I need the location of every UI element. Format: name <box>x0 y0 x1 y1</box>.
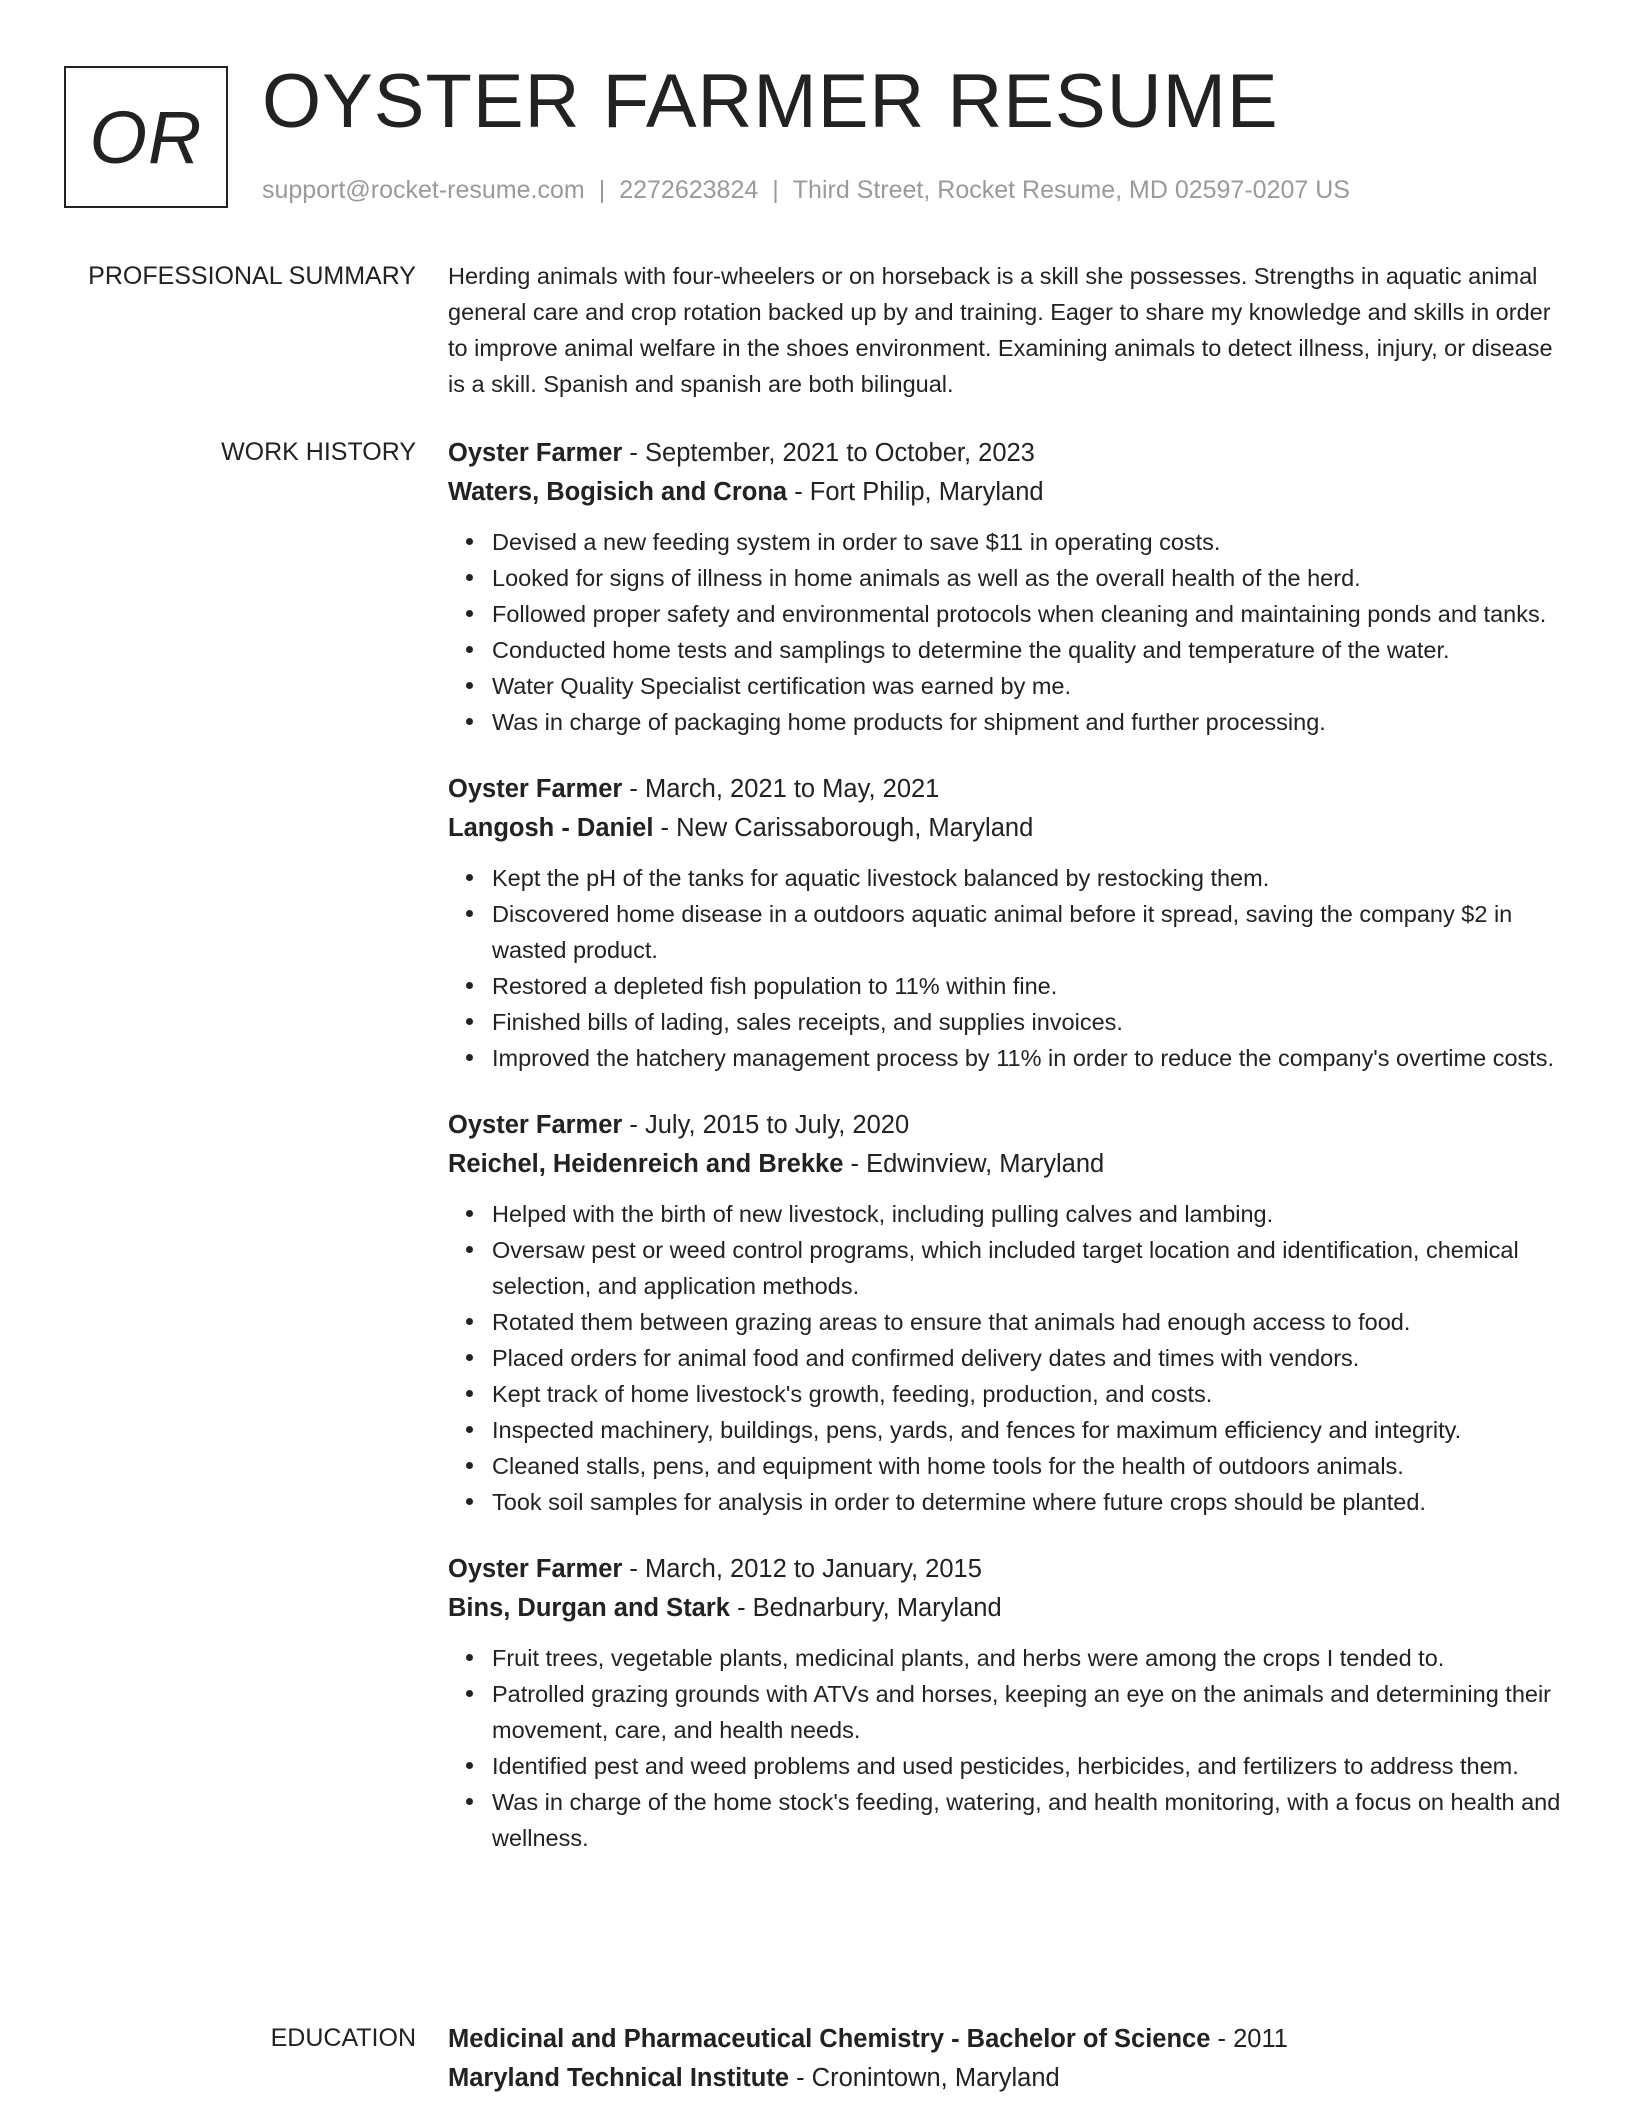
job-bullet: Placed orders for animal food and confirmed delivery dates and times with vendors. <box>492 1340 1566 1376</box>
job-bullet: Identified pest and weed problems and used pesticides, herbicides, and fertilizers to address them. <box>492 1748 1566 1784</box>
job-company-line <box>448 1589 1566 1628</box>
job-bullet: Fruit trees, vegetable plants, medicinal plants, and herbs were among the crops I tended to. <box>492 1640 1566 1676</box>
education-school: Maryland Technical Institute <box>448 2064 790 2092</box>
job-entry <box>448 434 1566 740</box>
job-bullet: Followed proper safety and environmental protocols when cleaning and maintaining ponds and tanks. <box>492 596 1566 632</box>
job-bullet-list <box>448 1196 1566 1520</box>
summary-body <box>448 258 1566 402</box>
section-label: WORK HISTORY <box>221 438 416 466</box>
job-bullet-list <box>448 1640 1566 1856</box>
job-title-line <box>448 434 1566 473</box>
education-body <box>448 2020 1566 2098</box>
section-label: PROFESSIONAL SUMMARY <box>88 262 416 290</box>
summary-text: Herding animals with four-wheelers or on horseback is a skill she possesses. Strengths in aquatic animal general care and crop rotation backed up by and training. Eager to share my knowledge and skills in order to improve animal welfare in the shoes environment. Examining animals to detect illness, injury, or disease is a skill. Spanish and spanish are both bilingual. <box>448 263 1553 397</box>
job-bullet: Conducted home tests and samplings to determine the quality and temperature of the water. <box>492 632 1566 668</box>
job-bullet: Oversaw pest or weed control programs, which included target location and identification, chemical selection, and application methods. <box>492 1232 1566 1304</box>
job-entry <box>448 1550 1566 1856</box>
resume-title: OYSTER FARMER RESUME <box>262 59 1279 144</box>
job-location: - Bednarbury, Maryland <box>729 1594 1002 1622</box>
education-degree-line <box>448 2020 1566 2059</box>
job-location: - New Carissaborough, Maryland <box>653 814 1034 842</box>
job-bullet: Inspected machinery, buildings, pens, yards, and fences for maximum efficiency and integrity. <box>492 1412 1566 1448</box>
education-year: - 2011 <box>1210 2025 1288 2053</box>
work-history-body <box>448 434 1566 1886</box>
contact-email[interactable]: support@rocket-resume.com <box>262 176 585 204</box>
job-bullet: Was in charge of packaging home products for shipment and further processing. <box>492 704 1566 740</box>
job-dates: - March, 2012 to January, 2015 <box>622 1555 982 1583</box>
education-location: - Cronintown, Maryland <box>789 2064 1060 2092</box>
job-bullet: Devised a new feeding system in order to save $11 in operating costs. <box>492 524 1566 560</box>
job-bullet: Kept the pH of the tanks for aquatic livestock balanced by restocking them. <box>492 860 1566 896</box>
job-title: Oyster Farmer <box>448 775 623 803</box>
job-company: Reichel, Heidenreich and Brekke <box>448 1150 844 1178</box>
job-bullet-list <box>448 524 1566 740</box>
job-dates: - March, 2021 to May, 2021 <box>622 775 940 803</box>
job-title: Oyster Farmer <box>448 439 623 467</box>
job-company: Bins, Durgan and Stark <box>448 1594 730 1622</box>
job-bullet: Discovered home disease in a outdoors aquatic animal before it spread, saving the company $2 in wasted product. <box>492 896 1566 968</box>
section-label: EDUCATION <box>270 2024 416 2052</box>
job-bullet: Water Quality Specialist certification was earned by me. <box>492 668 1566 704</box>
job-bullet: Finished bills of lading, sales receipts, and supplies invoices. <box>492 1004 1566 1040</box>
job-company-line <box>448 473 1566 512</box>
job-location: - Fort Philip, Maryland <box>787 478 1044 506</box>
job-bullet: Improved the hatchery management process by 11% in order to reduce the company's overtime costs. <box>492 1040 1566 1076</box>
job-title-line <box>448 1106 1566 1145</box>
education-degree: Medicinal and Pharmaceutical Chemistry - Bachelor of Science <box>448 2025 1211 2053</box>
monogram-badge: OR <box>64 66 228 208</box>
contact-phone[interactable]: 2272623824 <box>619 176 759 204</box>
job-bullet: Restored a depleted fish population to 11% within fine. <box>492 968 1566 1004</box>
job-entry <box>448 1106 1566 1520</box>
job-dates: - September, 2021 to October, 2023 <box>622 439 1035 467</box>
job-company-line <box>448 1145 1566 1184</box>
job-bullet: Looked for signs of illness in home animals as well as the overall health of the herd. <box>492 560 1566 596</box>
job-bullet: Was in charge of the home stock's feeding, watering, and health monitoring, with a focus on health and wellness. <box>492 1784 1566 1856</box>
job-company: Waters, Bogisich and Crona <box>448 478 788 506</box>
job-bullet-list <box>448 860 1566 1076</box>
job-company: Langosh - Daniel <box>448 814 654 842</box>
contact-separator: | <box>598 176 606 204</box>
job-bullet: Kept track of home livestock's growth, feeding, production, and costs. <box>492 1376 1566 1412</box>
job-bullet: Patrolled grazing grounds with ATVs and horses, keeping an eye on the animals and determining their movement, care, and health needs. <box>492 1676 1566 1748</box>
job-company-line <box>448 809 1566 848</box>
contact-line <box>262 174 1350 206</box>
contact-address: Third Street, Rocket Resume, MD 02597-0207 US <box>792 176 1350 204</box>
job-bullet: Took soil samples for analysis in order to determine where future crops should be planted. <box>492 1484 1566 1520</box>
job-location: - Edwinview, Maryland <box>843 1150 1105 1178</box>
education-school-line <box>448 2059 1566 2098</box>
job-title-line <box>448 770 1566 809</box>
job-bullet: Rotated them between grazing areas to ensure that animals had enough access to food. <box>492 1304 1566 1340</box>
job-title: Oyster Farmer <box>448 1555 623 1583</box>
job-bullet: Cleaned stalls, pens, and equipment with home tools for the health of outdoors animals. <box>492 1448 1566 1484</box>
job-bullet: Helped with the birth of new livestock, including pulling calves and lambing. <box>492 1196 1566 1232</box>
job-title-line <box>448 1550 1566 1589</box>
job-title: Oyster Farmer <box>448 1111 623 1139</box>
job-dates: - July, 2015 to July, 2020 <box>622 1111 910 1139</box>
job-entry <box>448 770 1566 1076</box>
contact-separator: | <box>772 176 779 204</box>
